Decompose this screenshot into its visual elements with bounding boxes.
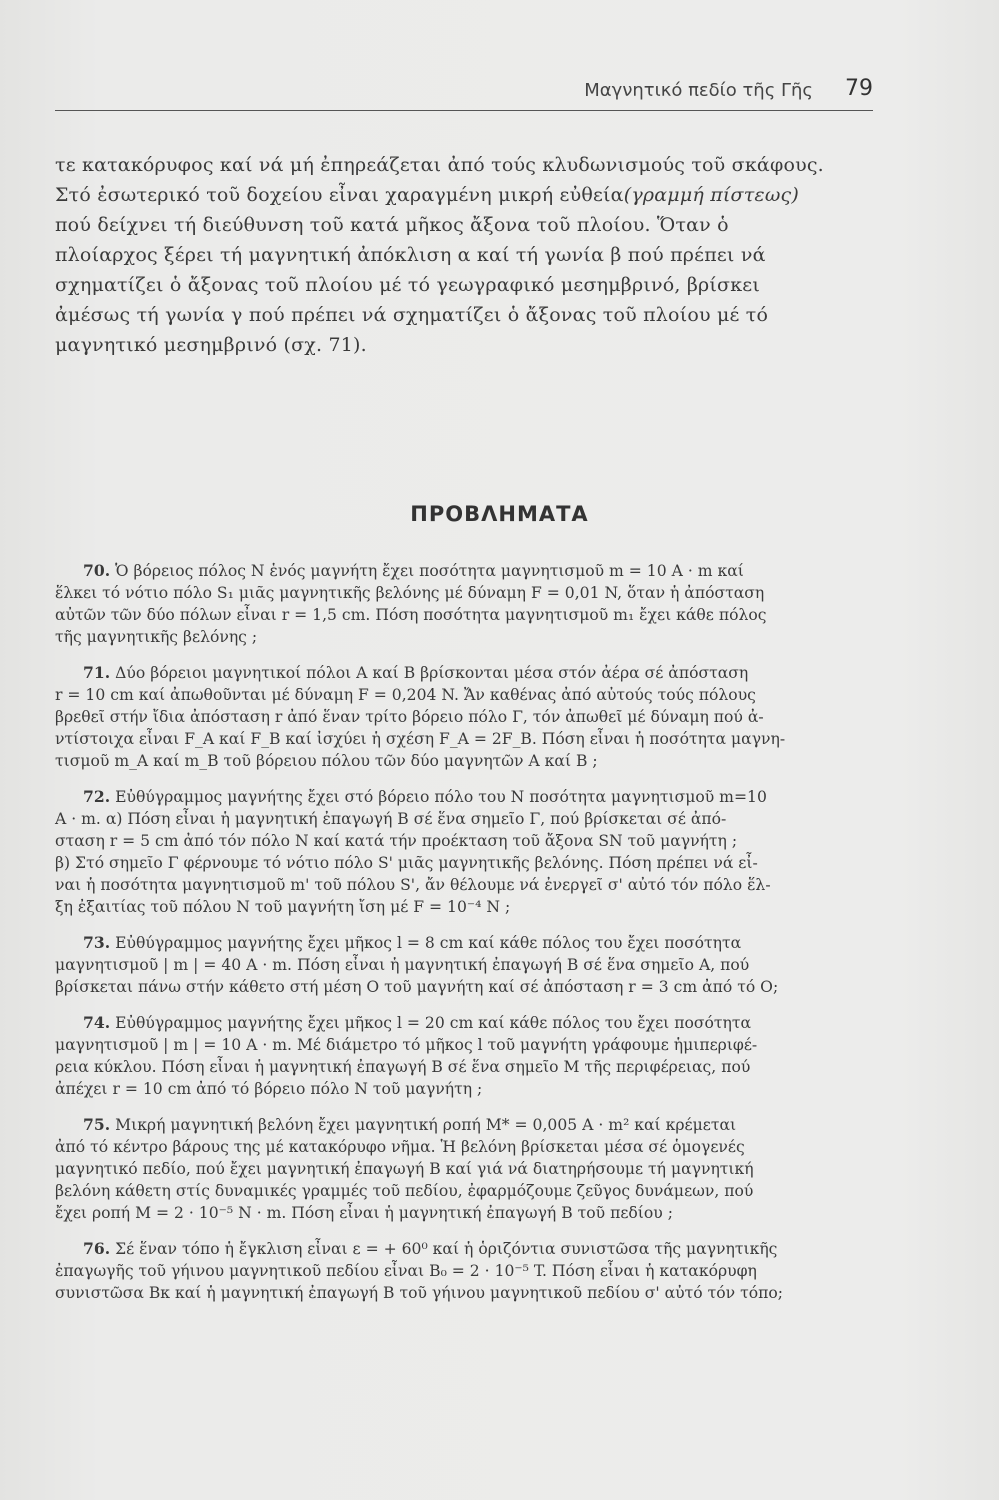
text-line: ἕλκει τό νότιο πόλο S₁ μιᾶς μαγνητικῆς βελόνης μέ δύναμη F = 0,01 N, ὅταν ἡ ἀπόσταση	[55, 584, 765, 602]
text-line: τῆς μαγνητικῆς βελόνης ;	[55, 628, 258, 646]
text-line: βρίσκεται πάνω στήν κάθετο στή μέση O τοῦ μαγνήτη καί σέ ἀπόσταση r = 3 cm ἀπό τό O;	[55, 978, 779, 996]
italic-term: (γραμμή πίστεως)	[623, 184, 799, 206]
problem-number: 70.	[83, 561, 111, 580]
text-line: πλοίαρχος ξέρει τή μαγνητική ἀπόκλιση α καί τή γωνία β πού πρέπει νά	[55, 244, 766, 266]
text-line: ἀπό τό κέντρο βάρους της μέ κατακόρυφο νῆμα. Ἡ βελόνη βρίσκεται μέσα σέ ὁμογενές	[55, 1138, 745, 1156]
section-heading: ΠΡΟΒΛΗΜΑΤΑ	[410, 502, 589, 526]
problem-73: 73. Εὐθύγραμμος μαγνήτης ἔχει μῆκος l = 8 cm καί κάθε πόλος του ἔχει ποσότητα μαγνητισμοῦ | m | = 40 A · m. Πόση εἶναι ἡ μαγνητική ἐπαγωγή B σέ ἕνα σημεῖο A, πού βρίσκεται πάνω στήν κάθετο στή μέση O τοῦ μαγνήτη καί σέ ἀπόσταση r = 3 cm ἀπό τό O;	[55, 932, 883, 998]
problem-number: 75.	[83, 1115, 111, 1134]
text-line: ἀπέχει r = 10 cm ἀπό τό βόρειο πόλο N τοῦ μαγνήτη ;	[55, 1080, 483, 1098]
text-line: μαγνητικό πεδίο, πού ἔχει μαγνητική ἐπαγωγή B καί γιά νά διατηρήσουμε τή μαγνητική	[55, 1160, 754, 1178]
problem-number: 76.	[83, 1239, 111, 1258]
text-line: βρεθεῖ στήν ἴδια ἀπόσταση r ἀπό ἕναν τρίτο βόρειο πόλο Γ, τόν ἀπωθεῖ μέ δύναμη πού ἀ-	[55, 708, 764, 726]
problem-number: 71.	[83, 663, 111, 682]
problem-75: 75. Μικρή μαγνητική βελόνη ἔχει μαγνητική ροπή M* = 0,005 A · m² καί κρέμεται ἀπό τό κέντρο βάρους της μέ κατακόρυφο νῆμα. Ἡ βελόνη βρίσκεται μέσα σέ ὁμογενές μαγνητικό πεδίο, πού ἔχει μαγνητική ἐπαγωγή B καί γιά νά διατηρήσουμε τή μαγνητική βελόνη κάθετη στίς δυναμικές γραμμές τοῦ πεδίου, ἐφαρμόζουμε ζεῦγος δυνάμεων, πού ἔχει ροπή M = 2 · 10⁻⁵ N · m. Πόση εἶναι ἡ μαγνητική ἐπαγωγή B τοῦ πεδίου ;	[55, 1114, 883, 1224]
text-line: ξη ἐξαιτίας τοῦ πόλου N τοῦ μαγνήτη ἴση μέ F = 10⁻⁴ N ;	[55, 898, 511, 916]
text-line: τισμοῦ m_A καί m_B τοῦ βόρειου πόλου τῶν δύο μαγνητῶν A καί B ;	[55, 752, 598, 770]
text-line: ρεια κύκλου. Πόση εἶναι ἡ μαγνητική ἐπαγωγή B σέ ἕνα σημεῖο M τῆς περιφέρειας, πού	[55, 1058, 751, 1076]
problem-71: 71. Δύο βόρειοι μαγνητικοί πόλοι A καί B βρίσκονται μέσα στόν ἀέρα σέ ἀπόσταση r = 10 cm καί ἀπωθοῦνται μέ δύναμη F = 0,204 N. Ἄν καθένας ἀπό αὐτούς τούς πόλους βρεθεῖ στήν ἴδια ἀπόσταση r ἀπό ἕναν τρίτο βόρειο πόλο Γ, τόν ἀπωθεῖ μέ δύναμη πού ἀ- ντίστοιχα εἶναι F_A καί F_B καί ἰσχύει ἡ σχέση F_A = 2F_B. Πόση εἶναι ἡ ποσότητα μαγνη- τισμοῦ m_A καί m_B τοῦ βόρειου πόλου τῶν δύο μαγνητῶν A καί B ;	[55, 662, 883, 772]
text-line: βελόνη κάθετη στίς δυναμικές γραμμές τοῦ πεδίου, ἐφαρμόζουμε ζεῦγος δυνάμεων, πού	[55, 1182, 754, 1200]
problem-number: 73.	[83, 933, 111, 952]
running-header	[55, 76, 873, 111]
text-line: τε κατακόρυφος καί νά μή ἐπηρεάζεται ἀπό τούς κλυδωνισμούς τοῦ σκάφους.	[55, 154, 824, 176]
problems-list	[55, 560, 883, 1318]
text-line: ἀμέσως τή γωνία γ πού πρέπει νά σχηματίζει ὁ ἄξονας τοῦ πλοίου μέ τό	[55, 304, 769, 326]
text-line: Στό ἐσωτερικό τοῦ δοχείου εἶναι χαραγμένη μικρή εὐθεία(γραμμή πίστεως)	[55, 184, 799, 206]
problem-76: 76. Σέ ἕναν τόπο ἡ ἔγκλιση εἶναι ε = + 60⁰ καί ἡ ὁριζόντια συνιστῶσα τῆς μαγνητικῆς ἐπαγωγῆς τοῦ γήινου μαγνητικοῦ πεδίου εἶναι B₀ = 2 · 10⁻⁵ T. Πόση εἶναι ἡ κατακόρυφη συνιστῶσα Bκ καί ἡ μαγνητική ἐπαγωγή B τοῦ γήινου μαγνητικοῦ πεδίου σ' αὐτό τόν τόπο;	[55, 1238, 883, 1304]
problem-number: 72.	[83, 787, 111, 806]
text-line: A · m. α) Πόση εἶναι ἡ μαγνητική ἐπαγωγή B σέ ἕνα σημεῖο Γ, πού βρίσκεται σέ ἀπό-	[55, 810, 727, 828]
chapter-title: Μαγνητικό πεδίο τῆς Γῆς	[584, 80, 813, 101]
text-line: πού δείχνει τή διεύθυνση τοῦ κατά μῆκος ἄξονα τοῦ πλοίου. Ὅταν ὁ	[55, 214, 729, 236]
text-line: ντίστοιχα εἶναι F_A καί F_B καί ἰσχύει ἡ σχέση F_A = 2F_B. Πόση εἶναι ἡ ποσότητα μαγνη-	[55, 730, 786, 748]
problem-74: 74. Εὐθύγραμμος μαγνήτης ἔχει μῆκος l = 20 cm καί κάθε πόλος του ἔχει ποσότητα μαγνητισμοῦ | m | = 10 A · m. Μέ διάμετρο τό μῆκος l τοῦ μαγνήτη γράφουμε ἡμιπεριφέ- ρεια κύκλου. Πόση εἶναι ἡ μαγνητική ἐπαγωγή B σέ ἕνα σημεῖο M τῆς περιφέρειας, πού ἀπέχει r = 10 cm ἀπό τό βόρειο πόλο N τοῦ μαγνήτη ;	[55, 1012, 883, 1100]
text-line: συνιστῶσα Bκ καί ἡ μαγνητική ἐπαγωγή B τοῦ γήινου μαγνητικοῦ πεδίου σ' αὐτό τόν τόπο;	[55, 1284, 783, 1302]
text-line: μαγνητισμοῦ | m | = 40 A · m. Πόση εἶναι ἡ μαγνητική ἐπαγωγή B σέ ἕνα σημεῖο A, πού	[55, 956, 750, 974]
problem-number: 74.	[83, 1013, 111, 1032]
text-line: ἐπαγωγῆς τοῦ γήινου μαγνητικοῦ πεδίου εἶναι B₀ = 2 · 10⁻⁵ T. Πόση εἶναι ἡ κατακόρυφη	[55, 1262, 757, 1280]
text-line: r = 10 cm καί ἀπωθοῦνται μέ δύναμη F = 0,204 N. Ἄν καθένας ἀπό αὐτούς τούς πόλους	[55, 686, 756, 704]
text-line: μαγνητισμοῦ | m | = 10 A · m. Μέ διάμετρο τό μῆκος l τοῦ μαγνήτη γράφουμε ἡμιπεριφέ-	[55, 1036, 758, 1054]
page-number: 79	[845, 76, 873, 101]
text-line: β) Στό σημεῖο Γ φέρνουμε τό νότιο πόλο S' μιᾶς μαγνητικῆς βελόνης. Πόση πρέπει νά εἶ-	[55, 854, 758, 872]
text-line: ναι ἡ ποσότητα μαγνητισμοῦ m' τοῦ πόλου S', ἄν θέλουμε νά ἐνεργεῖ σ' αὐτό τόν πόλο ἕλ-	[55, 876, 771, 894]
problem-72: 72. Εὐθύγραμμος μαγνήτης ἔχει στό βόρειο πόλο του N ποσότητα μαγνητισμοῦ m=10 A · m. α) Πόση εἶναι ἡ μαγνητική ἐπαγωγή B σέ ἕνα σημεῖο Γ, πού βρίσκεται σέ ἀπό- σταση r = 5 cm ἀπό τόν πόλο N καί κατά τήν προέκταση τοῦ ἄξονα SN τοῦ μαγνήτη ; β) Στό σημεῖο Γ φέρνουμε τό νότιο πόλο S' μιᾶς μαγνητικῆς βελόνης. Πόση πρέπει νά εἶ- ναι ἡ ποσότητα μαγνητισμοῦ m' τοῦ πόλου S', ἄν θέλουμε νά ἐνεργεῖ σ' αὐτό τόν πόλο ἕλ- ξη ἐξαιτίας τοῦ πόλου N τοῦ μαγνήτη ἴση μέ F = 10⁻⁴ N ;	[55, 786, 883, 918]
text-line: σχηματίζει ὁ ἄξονας τοῦ πλοίου μέ τό γεωγραφικό μεσημβρινό, βρίσκει	[55, 274, 760, 296]
text-line: αὐτῶν τῶν δύο πόλων εἶναι r = 1,5 cm. Πόση ποσότητα μαγνητισμοῦ m₁ ἔχει κάθε πόλος	[55, 606, 767, 624]
problem-70: 70. Ὁ βόρειος πόλος N ἑνός μαγνήτη ἔχει ποσότητα μαγνητισμοῦ m = 10 A · m καί ἕλκει τό νότιο πόλο S₁ μιᾶς μαγνητικῆς βελόνης μέ δύναμη F = 0,01 N, ὅταν ἡ ἀπόσταση αὐτῶν τῶν δύο πόλων εἶναι r = 1,5 cm. Πόση ποσότητα μαγνητισμοῦ m₁ ἔχει κάθε πόλος τῆς μαγνητικῆς βελόνης ;	[55, 560, 883, 648]
text-line: ἔχει ροπή M = 2 · 10⁻⁵ N · m. Πόση εἶναι ἡ μαγνητική ἐπαγωγή B τοῦ πεδίου ;	[55, 1204, 673, 1222]
intro-paragraph	[55, 150, 875, 360]
text-line: μαγνητικό μεσημβρινό (σχ. 71).	[55, 334, 367, 356]
text-line: σταση r = 5 cm ἀπό τόν πόλο N καί κατά τήν προέκταση τοῦ ἄξονα SN τοῦ μαγνήτη ;	[55, 832, 738, 850]
